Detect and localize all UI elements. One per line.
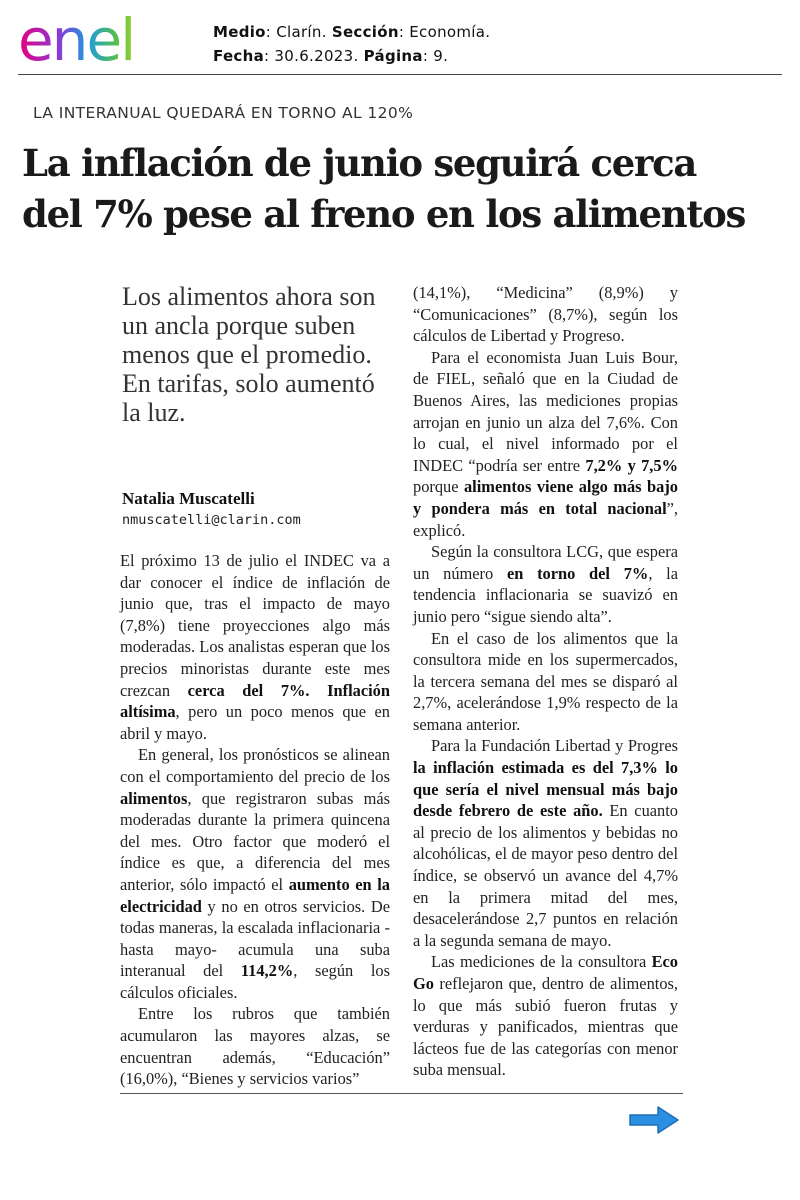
article-deck: Los alimentos ahora son un ancla porque suben menos que el promedio. En tarifas, solo aumentó la luz. [122, 282, 376, 427]
body-paragraph: (14,1%), “Medicina” (8,9%) y “Comunicaciones” (8,7%), según los cálculos de Libertad y Progreso. [413, 283, 678, 346]
pagina-value: : 9. [422, 47, 449, 65]
headline-line-1: La inflación de junio seguirá cerca [22, 141, 697, 185]
body-paragraph: Entre los rubros que también acumularon las mayores alzas, se encuentran además, “Educación” (16,0%), “Bienes y servicios varios” [120, 1004, 390, 1089]
seccion-label: Sección [331, 23, 399, 41]
enel-logo [18, 8, 178, 66]
pagina-label: Página [363, 47, 423, 65]
medio-value: : Clarín. [265, 23, 332, 41]
author-email: nmuscatelli@clarin.com [122, 512, 301, 528]
fecha-label: Fecha [213, 47, 265, 65]
seccion-value: : Economía. [398, 23, 491, 41]
source-meta [213, 20, 490, 68]
article-headline [22, 138, 792, 240]
author-name: Natalia Muscatelli [122, 489, 255, 508]
body-paragraph: Según la consultora LCG, que espera un número en torno del 7%, la tendencia inflacionaria se suavizó en junio pero “sigue siendo alta”. [413, 542, 678, 626]
body-paragraph: En el caso de los alimentos que la consultora mide en los supermercados, la tercera semana del mes se disparó al 2,7%, acelerándose 1,9% respecto de la semana anterior. [413, 628, 678, 734]
body-paragraph: Para el economista Juan Luis Bour, de FIEL, señaló que en la Ciudad de Buenos Aires, las mediciones propias arrojan en junio un alza del 7,6%. Con lo cual, el nivel informado por el INDEC “podría ser entre 7,2% y 7,5% porque alimentos viene algo más bajo y pondera más en total nacional”, explicó. [413, 347, 678, 540]
svg-text:enel: enel [18, 8, 135, 66]
headline-line-2: del 7% pese al freno en los alimentos [22, 192, 746, 236]
body-column-2 [413, 282, 678, 1081]
body-column-1 [120, 550, 390, 1090]
top-divider [18, 74, 782, 75]
bottom-divider [120, 1093, 683, 1094]
medio-label: Medio [213, 23, 266, 41]
article-kicker: LA INTERANUAL QUEDARÁ EN TORNO AL 120% [33, 104, 414, 122]
body-paragraph: En general, los pronósticos se alinean con el comportamiento del precio de los alimentos, que registraron subas más moderadas durante la primera quincena del mes. Otro factor que moderó el índice es que, a diferencia del mes anterior, sólo impactó el aumento en la electricidad y no en otros servicios. De todas maneras, la escalada inflacionaria -hasta mayo- acumula una suba interanual del 114,2%, según los cálculos oficiales. [120, 745, 390, 1002]
fecha-value: : 30.6.2023. [264, 47, 364, 65]
body-paragraph: Para la Fundación Libertad y Progres la inflación estimada es del 7,3% lo que sería el nivel mensual más bajo desde febrero de este año. En cuanto al precio de los alimentos y bebidas no alcohólicas, el de mayor peso dentro del índice, se observó un avance del 4,7% en la primera mitad del mes, desacelerándose 2,7 puntos en relación a la segunda semana de mayo. [413, 736, 678, 950]
body-paragraph: Las mediciones de la consultora Eco Go reflejaron que, dentro de alimentos, lo que más subió fueron frutas y verduras y panificados, mientras que lácteos fue de las categorías con menor suba mensual. [413, 952, 678, 1080]
arrow-right-icon[interactable] [628, 1104, 680, 1136]
body-paragraph: El próximo 13 de julio el INDEC va a dar conocer el índice de inflación de junio que, tras el impacto de mayo (7,8%) tiene proyecciones algo más moderadas. Los analistas esperan que los precios minoristas durante este mes crezcan cerca del 7%. Inflación altísima, pero un poco menos que en abril y mayo. [120, 551, 390, 743]
